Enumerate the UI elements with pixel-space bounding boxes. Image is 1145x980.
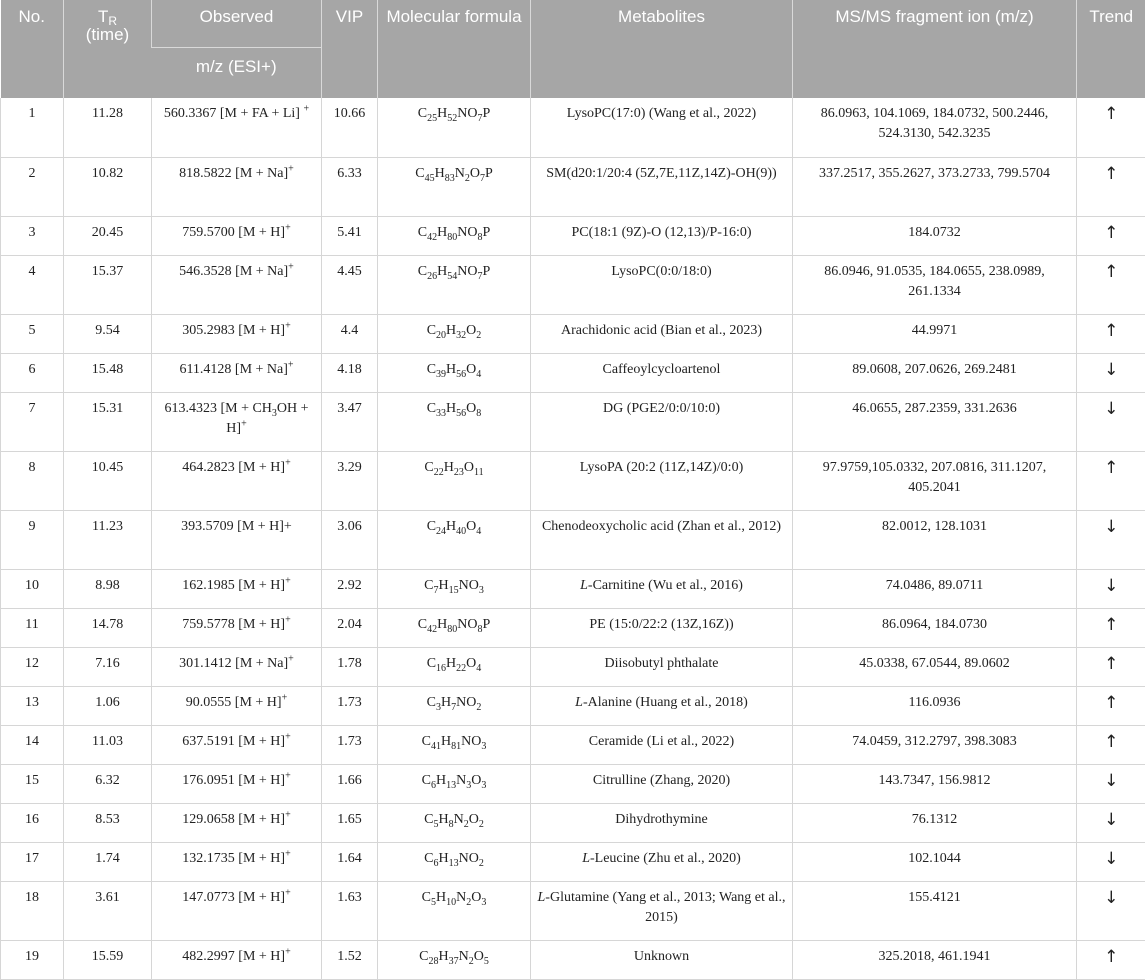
table-row (1, 392, 1145, 451)
cell-observed-mz: 637.5191 [M + H]+ (152, 725, 322, 764)
cell-observed-mz: 482.2997 [M + H]+ (152, 940, 322, 979)
cell-retention-time: 8.53 (64, 803, 152, 842)
table-row (1, 255, 1145, 314)
cell-metabolite: Chenodeoxycholic acid (Zhan et al., 2012) (531, 510, 793, 569)
cell-molecular-formula: $C_5H_{10}N_2O_3$ (378, 881, 531, 940)
cell-metabolite: PE (15:0/22:2 (13Z,16Z)) (531, 608, 793, 647)
cell-molecular-formula: $C_{39}H_{56}O_4$ (378, 353, 531, 392)
cell-fragments: 74.0486, 89.0711 (793, 569, 1077, 608)
table-row (1, 764, 1145, 803)
cell-retention-time: 15.37 (64, 255, 152, 314)
cell-vip: 3.29 (322, 451, 378, 510)
table-row (1, 647, 1145, 686)
cell-observed-mz: 147.0773 [M + H]+ (152, 881, 322, 940)
table-header (1, 0, 1145, 98)
cell-retention-time: 9.54 (64, 314, 152, 353)
cell-metabolite: L-Glutamine (Yang et al., 2013; Wang et al., 2015) (531, 881, 793, 940)
cell-molecular-formula: $C_5H_8N_2O_2$ (378, 803, 531, 842)
cell-observed-mz: 611.4128 [M + Na]+ (152, 353, 322, 392)
cell-retention-time: 8.98 (64, 569, 152, 608)
cell-molecular-formula: $C_{25}H_{52}NO_7P$ (378, 98, 531, 157)
header-trend: Trend (1077, 0, 1145, 98)
header-retention-time (64, 0, 152, 98)
cell-no: 3 (1, 216, 64, 255)
cell-trend: ↑ (1077, 255, 1145, 314)
cell-fragments: 86.0964, 184.0730 (793, 608, 1077, 647)
cell-trend: ↑ (1077, 647, 1145, 686)
header-fragments: MS/MS fragment ion (m/z) (793, 0, 1077, 98)
cell-molecular-formula: $C_7H_{15}NO_3$ (378, 569, 531, 608)
cell-observed-mz: 560.3367 [M + FA + Li] + (152, 98, 322, 157)
cell-observed-mz: 162.1985 [M + H]+ (152, 569, 322, 608)
cell-molecular-formula: $C_{16}H_{22}O_4$ (378, 647, 531, 686)
cell-molecular-formula: $C_{42}H_{80}NO_8P$ (378, 608, 531, 647)
cell-trend: ↓ (1077, 881, 1145, 940)
cell-observed-mz: 90.0555 [M + H]+ (152, 686, 322, 725)
cell-molecular-formula: $C_{41}H_{81}NO_3$ (378, 725, 531, 764)
cell-retention-time: 7.16 (64, 647, 152, 686)
cell-fragments: 155.4121 (793, 881, 1077, 940)
cell-retention-time: 14.78 (64, 608, 152, 647)
table-row (1, 686, 1145, 725)
cell-no: 1 (1, 98, 64, 157)
cell-observed-mz: 613.4323 $[M + CH_3OH + H]^+$ (152, 392, 322, 451)
cell-trend: ↓ (1077, 510, 1145, 569)
cell-vip: 1.52 (322, 940, 378, 979)
cell-metabolite: PC(18:1 (9Z)-O (12,13)/P-16:0) (531, 216, 793, 255)
cell-metabolite: L-Leucine (Zhu et al., 2020) (531, 842, 793, 881)
cell-no: 18 (1, 881, 64, 940)
cell-trend: ↓ (1077, 569, 1145, 608)
cell-trend: ↓ (1077, 764, 1145, 803)
cell-no: 13 (1, 686, 64, 725)
header-metabolites: Metabolites (531, 0, 793, 98)
cell-metabolite: Citrulline (Zhang, 2020) (531, 764, 793, 803)
cell-retention-time: 15.48 (64, 353, 152, 392)
cell-no: 2 (1, 157, 64, 216)
cell-trend: ↑ (1077, 608, 1145, 647)
cell-fragments: 86.0963, 104.1069, 184.0732, 500.2446, 524.3130, 542.3235 (793, 98, 1077, 157)
cell-vip: 1.78 (322, 647, 378, 686)
cell-fragments: 76.1312 (793, 803, 1077, 842)
cell-vip: 1.63 (322, 881, 378, 940)
cell-trend: ↓ (1077, 392, 1145, 451)
cell-trend: ↑ (1077, 157, 1145, 216)
cell-fragments: 143.7347, 156.9812 (793, 764, 1077, 803)
cell-no: 7 (1, 392, 64, 451)
cell-no: 9 (1, 510, 64, 569)
cell-observed-mz: 818.5822 [M + Na]+ (152, 157, 322, 216)
cell-no: 5 (1, 314, 64, 353)
table-row (1, 725, 1145, 764)
cell-metabolite: LysoPC(17:0) (Wang et al., 2022) (531, 98, 793, 157)
cell-fragments: 184.0732 (793, 216, 1077, 255)
cell-vip: 2.92 (322, 569, 378, 608)
cell-retention-time: 11.28 (64, 98, 152, 157)
cell-retention-time: 15.59 (64, 940, 152, 979)
cell-vip: 1.73 (322, 686, 378, 725)
header-retention-time-unit: (time) (86, 25, 129, 44)
cell-metabolite: Diisobutyl phthalate (531, 647, 793, 686)
cell-retention-time: 11.03 (64, 725, 152, 764)
cell-metabolite: L-Carnitine (Wu et al., 2016) (531, 569, 793, 608)
header-retention-time-label: T (98, 7, 108, 26)
table-row (1, 940, 1145, 979)
cell-molecular-formula: $C_{22}H_{23}O_{11}$ (378, 451, 531, 510)
cell-retention-time: 10.82 (64, 157, 152, 216)
cell-trend: ↑ (1077, 98, 1145, 157)
cell-observed-mz: 546.3528 [M + Na]+ (152, 255, 322, 314)
cell-fragments: 46.0655, 287.2359, 331.2636 (793, 392, 1077, 451)
cell-no: 4 (1, 255, 64, 314)
cell-vip: 10.66 (322, 98, 378, 157)
cell-observed-mz: 176.0951 [M + H]+ (152, 764, 322, 803)
cell-no: 11 (1, 608, 64, 647)
header-observed-mz: m/z (ESI+) (152, 48, 322, 99)
table-row (1, 314, 1145, 353)
cell-retention-time: 15.31 (64, 392, 152, 451)
cell-no: 10 (1, 569, 64, 608)
table-row (1, 98, 1145, 157)
cell-molecular-formula: $C_{42}H_{80}NO_8P$ (378, 216, 531, 255)
cell-fragments: 337.2517, 355.2627, 373.2733, 799.5704 (793, 157, 1077, 216)
cell-observed-mz: 759.5778 [M + H]+ (152, 608, 322, 647)
cell-no: 19 (1, 940, 64, 979)
cell-fragments: 102.1044 (793, 842, 1077, 881)
cell-no: 15 (1, 764, 64, 803)
cell-retention-time: 1.74 (64, 842, 152, 881)
cell-metabolite: SM(d20:1/20:4 (5Z,7E,11Z,14Z)-OH(9)) (531, 157, 793, 216)
cell-vip: 1.64 (322, 842, 378, 881)
cell-observed-mz: 464.2823 [M + H]+ (152, 451, 322, 510)
table-row (1, 803, 1145, 842)
cell-molecular-formula: $C_{45}H_{83}N_2O_7P$ (378, 157, 531, 216)
cell-trend: ↑ (1077, 216, 1145, 255)
cell-vip: 1.65 (322, 803, 378, 842)
cell-retention-time: 3.61 (64, 881, 152, 940)
cell-vip: 4.18 (322, 353, 378, 392)
cell-fragments: 82.0012, 128.1031 (793, 510, 1077, 569)
cell-retention-time: 20.45 (64, 216, 152, 255)
cell-trend: ↑ (1077, 686, 1145, 725)
cell-molecular-formula: $C_3H_7NO_2$ (378, 686, 531, 725)
cell-observed-mz: 393.5709 [M + H]+ (152, 510, 322, 569)
table-row (1, 881, 1145, 940)
cell-metabolite: Arachidonic acid (Bian et al., 2023) (531, 314, 793, 353)
cell-metabolite: LysoPA (20:2 (11Z,14Z)/0:0) (531, 451, 793, 510)
table-row (1, 353, 1145, 392)
cell-molecular-formula: $C_{28}H_{37}N_2O_5$ (378, 940, 531, 979)
header-retention-time-subscript: R (108, 14, 117, 28)
cell-molecular-formula: $C_{26}H_{54}NO_7P$ (378, 255, 531, 314)
cell-observed-mz: 301.1412 [M + Na]+ (152, 647, 322, 686)
cell-molecular-formula: $C_{33}H_{56}O_8$ (378, 392, 531, 451)
cell-trend: ↓ (1077, 842, 1145, 881)
cell-trend: ↑ (1077, 451, 1145, 510)
cell-no: 14 (1, 725, 64, 764)
cell-trend: ↑ (1077, 940, 1145, 979)
table-row (1, 842, 1145, 881)
cell-molecular-formula: $C_{20}H_{32}O_2$ (378, 314, 531, 353)
table-row (1, 216, 1145, 255)
header-molecular-formula: Molecular formula (378, 0, 531, 98)
cell-fragments: 116.0936 (793, 686, 1077, 725)
cell-no: 16 (1, 803, 64, 842)
table-row (1, 569, 1145, 608)
cell-metabolite: LysoPC(0:0/18:0) (531, 255, 793, 314)
cell-trend: ↑ (1077, 725, 1145, 764)
cell-fragments: 45.0338, 67.0544, 89.0602 (793, 647, 1077, 686)
cell-trend: ↑ (1077, 314, 1145, 353)
cell-vip: 4.4 (322, 314, 378, 353)
cell-vip: 4.45 (322, 255, 378, 314)
table-body (1, 98, 1145, 979)
cell-observed-mz: 129.0658 [M + H]+ (152, 803, 322, 842)
cell-fragments: 97.9759,105.0332, 207.0816, 311.1207, 405.2041 (793, 451, 1077, 510)
table-row (1, 608, 1145, 647)
cell-vip: 1.73 (322, 725, 378, 764)
cell-metabolite: DG (PGE2/0:0/10:0) (531, 392, 793, 451)
cell-retention-time: 10.45 (64, 451, 152, 510)
header-vip: VIP (322, 0, 378, 98)
cell-vip: 3.06 (322, 510, 378, 569)
cell-vip: 1.66 (322, 764, 378, 803)
cell-no: 17 (1, 842, 64, 881)
cell-vip: 3.47 (322, 392, 378, 451)
cell-no: 8 (1, 451, 64, 510)
cell-retention-time: 6.32 (64, 764, 152, 803)
cell-observed-mz: 305.2983 [M + H]+ (152, 314, 322, 353)
cell-fragments: 44.9971 (793, 314, 1077, 353)
table-row (1, 157, 1145, 216)
cell-observed-mz: 132.1735 [M + H]+ (152, 842, 322, 881)
cell-vip: 6.33 (322, 157, 378, 216)
cell-vip: 2.04 (322, 608, 378, 647)
cell-observed-mz: 759.5700 [M + H]+ (152, 216, 322, 255)
cell-fragments: 86.0946, 91.0535, 184.0655, 238.0989, 261.1334 (793, 255, 1077, 314)
header-no: No. (1, 0, 64, 98)
cell-fragments: 89.0608, 207.0626, 269.2481 (793, 353, 1077, 392)
cell-metabolite: L-Alanine (Huang et al., 2018) (531, 686, 793, 725)
cell-molecular-formula: $C_{24}H_{40}O_4$ (378, 510, 531, 569)
cell-vip: 5.41 (322, 216, 378, 255)
cell-fragments: 74.0459, 312.2797, 398.3083 (793, 725, 1077, 764)
cell-retention-time: 1.06 (64, 686, 152, 725)
table-row (1, 510, 1145, 569)
cell-metabolite: Dihydrothymine (531, 803, 793, 842)
cell-molecular-formula: $C_6H_{13}NO_2$ (378, 842, 531, 881)
cell-fragments: 325.2018, 461.1941 (793, 940, 1077, 979)
table-row (1, 451, 1145, 510)
cell-no: 6 (1, 353, 64, 392)
cell-metabolite: Caffeoylcycloartenol (531, 353, 793, 392)
cell-metabolite: Unknown (531, 940, 793, 979)
cell-no: 12 (1, 647, 64, 686)
cell-metabolite: Ceramide (Li et al., 2022) (531, 725, 793, 764)
cell-retention-time: 11.23 (64, 510, 152, 569)
cell-trend: ↓ (1077, 803, 1145, 842)
cell-trend: ↓ (1077, 353, 1145, 392)
cell-molecular-formula: $C_6H_{13}N_3O_3$ (378, 764, 531, 803)
header-observed: Observed (152, 0, 322, 48)
